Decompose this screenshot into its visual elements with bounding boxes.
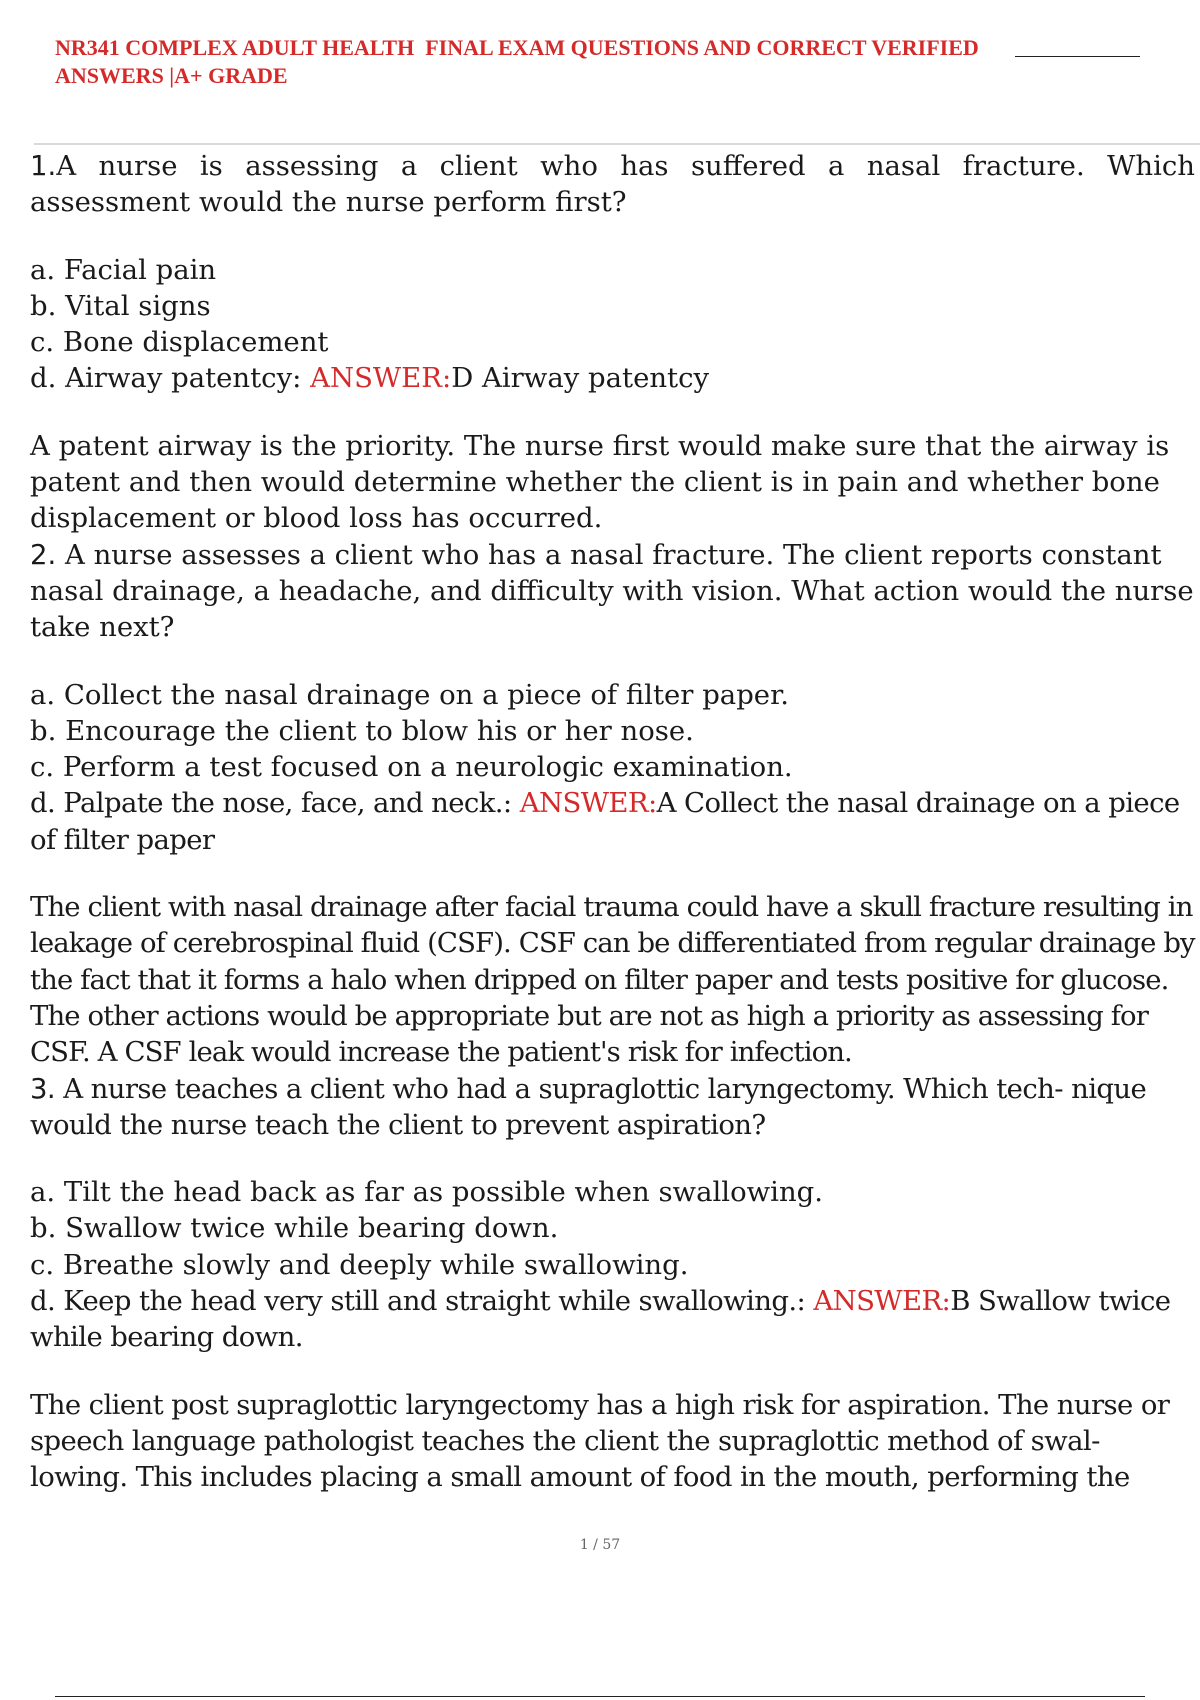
option-c: c. Bone displacement [30,326,329,359]
answer-text: B Swallow twice while bearing down. [30,1285,1171,1354]
document-body [30,148,1195,1496]
answer-text: A Collect the nasal drainage on a piece of filter paper [30,787,1180,856]
header-underline [1015,56,1140,57]
header-divider [34,143,1200,145]
option-text: d. Palpate the nose, face, and neck.: [30,787,512,820]
question-number: 3. [30,1072,56,1105]
question-3 [30,1071,1195,1144]
answer-label: ANSWER: [519,787,657,820]
option-d [30,360,1195,396]
header-title-line1: NR341 COMPLEX ADULT HEALTH FINAL EXAM QUESTIONS AND CORRECT VERIFIED [55,35,979,60]
question-2 [30,537,1195,646]
rationale-3: The client post supraglottic laryngectomy has a high risk for aspiration. The nurse or speech language pathologist teaches the client the supraglottic method of swal- lowing. This includes placing a small amount of food in the mouth, performing the [30,1388,1170,1494]
option-d [30,1283,1195,1356]
option-b: b. Encourage the client to blow his or her nose. [30,714,694,747]
answer-label: ANSWER: [813,1285,951,1318]
option-d [30,785,1195,858]
question-text: A nurse is assessing a client who has suffered a nasal fracture. Which assessment would the nurse perform first? [30,150,1195,219]
document-header [55,34,1005,90]
answer-text: D Airway patentcy [451,362,710,395]
answer-label: ANSWER: [310,362,452,395]
header-title-line2: ANSWERS |A+ GRADE [55,63,288,88]
footer-divider [55,1696,1145,1697]
question-number: 1. [30,150,57,182]
option-text: d. Keep the head very still and straight while swallowing.: [30,1285,806,1318]
option-b: b. Swallow twice while bearing down. [30,1212,559,1245]
option-b: b. Vital signs [30,289,211,322]
option-a: a. Collect the nasal drainage on a piece of filter paper. [30,678,789,711]
rationale-1: A patent airway is the priority. The nurse first would make sure that the airway is patent and then would determine whether the client is in pain and whether bone displacement or blood loss has occurred. [30,429,1170,535]
option-text: d. Airway patentcy: [30,362,302,395]
page-number: 1 / 57 [579,1537,621,1553]
option-c: c. Breathe slowly and deeply while swallowing. [30,1248,689,1281]
rationale-2: The client with nasal drainage after facial trauma could have a skull fracture resulting in leakage of cerebrospinal fluid (CSF). CSF can be differentiated from regular drainage by the fact that it forms a halo when dripped on filter paper and tests positive for glucose. The other actions would be appropriate but are not as high a priority as assessing for CSF. A CSF leak would increase the patient's risk for infection. [30,891,1195,1069]
option-c: c. Perform a test focused on a neurologic examination. [30,751,793,784]
question-text: A nurse teaches a client who had a supraglottic laryngectomy. Which tech- nique would the nurse teach the client to prevent aspiration? [30,1072,1147,1141]
question-1 [30,148,1195,221]
question-text: A nurse assesses a client who has a nasal fracture. The client reports constant nasal drainage, a headache, and difficulty with vision. What action would the nurse take next? [30,538,1194,644]
question-number: 2. [30,538,57,571]
option-a: a. Facial pain [30,253,217,286]
option-a: a. Tilt the head back as far as possible when swallowing. [30,1176,824,1209]
